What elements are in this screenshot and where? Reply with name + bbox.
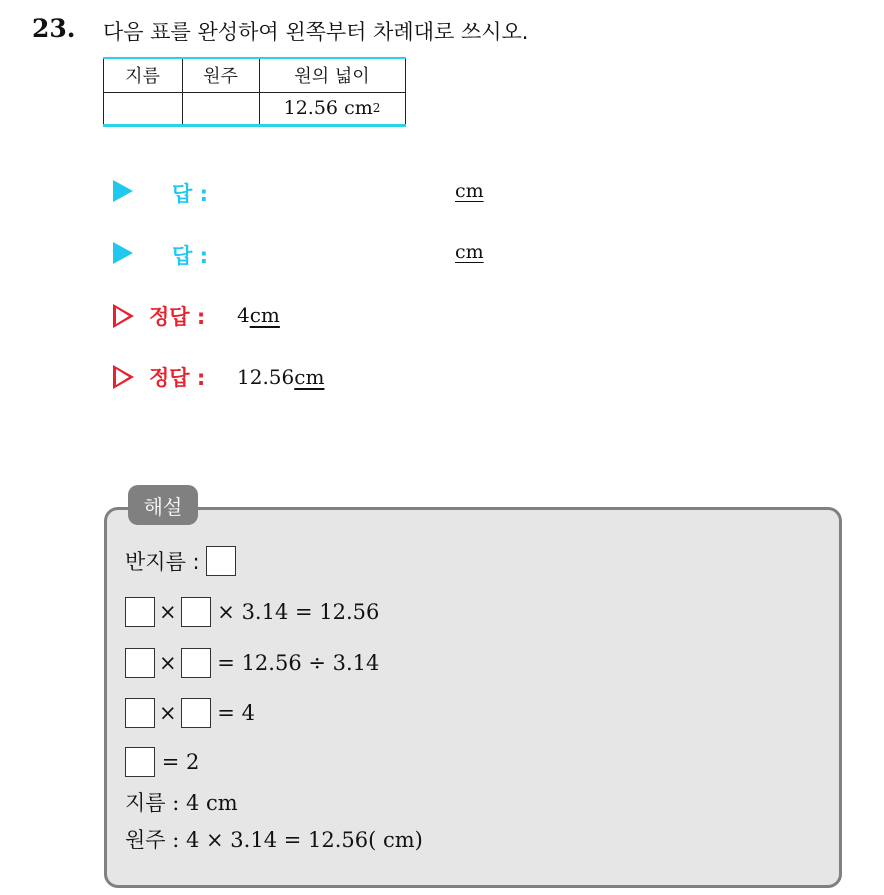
table-cell-area <box>259 93 405 123</box>
circumference-text: 원주 : 4 × 3.14 = 12.56( cm) <box>125 828 423 852</box>
table-header-area: 원의 넓이 <box>294 66 370 87</box>
answer-label: 답 : <box>172 244 208 268</box>
correct-answer-1 <box>237 303 280 327</box>
question-text: 다음 표를 완성하여 왼쪽부터 차례대로 쓰시오. <box>103 20 529 44</box>
table-header-circumference: 원주 <box>203 66 238 87</box>
blank-box <box>181 648 211 678</box>
equation-text: = 4 <box>217 701 255 725</box>
times-symbol: × <box>159 651 177 675</box>
table-cell-diameter[interactable] <box>103 93 182 123</box>
blank-box <box>206 546 236 576</box>
blank-box <box>125 648 155 678</box>
correct-arrow-icon <box>113 365 134 389</box>
explanation-line-radius <box>125 546 236 576</box>
area-unit: cm <box>344 97 373 119</box>
diameter-text: 지름 : 4 cm <box>125 791 238 815</box>
correct-unit: cm <box>249 303 280 327</box>
table-cell-circumference[interactable] <box>182 93 259 123</box>
answer-label: 답 : <box>172 182 208 206</box>
equation-text: × 3.14 = 12.56 <box>217 600 380 624</box>
correct-unit: cm <box>294 365 325 389</box>
correct-value: 4 <box>237 303 250 327</box>
blank-box <box>125 597 155 627</box>
radius-label: 반지름 : <box>125 550 200 574</box>
explanation-tag: 해설 <box>128 485 198 525</box>
answer-table <box>103 57 406 127</box>
answer-unit: cm <box>455 241 484 263</box>
times-symbol: × <box>159 701 177 725</box>
answer-arrow-icon <box>113 242 133 264</box>
correct-label: 정답 : <box>149 366 206 390</box>
explanation-line-5 <box>125 747 199 777</box>
explanation-line-3 <box>125 648 379 678</box>
blank-box <box>181 698 211 728</box>
explanation-circumference <box>125 824 423 854</box>
answer-input-1[interactable] <box>230 180 440 206</box>
answer-unit: cm <box>455 180 484 202</box>
explanation-line-2 <box>125 597 379 627</box>
correct-answer-2 <box>237 365 324 389</box>
equation-text: = 12.56 ÷ 3.14 <box>217 651 380 675</box>
explanation-line-4 <box>125 698 255 728</box>
table-border-right <box>405 59 406 124</box>
times-symbol: × <box>159 600 177 624</box>
blank-box <box>181 597 211 627</box>
correct-label: 정답 : <box>149 305 206 329</box>
answer-input-2[interactable] <box>230 242 440 268</box>
blank-box <box>125 698 155 728</box>
table-header-diameter: 지름 <box>125 66 160 87</box>
explanation-diameter <box>125 787 238 817</box>
correct-arrow-icon <box>113 304 134 328</box>
answer-arrow-icon <box>113 180 133 202</box>
correct-value: 12.56 <box>237 365 295 389</box>
question-number: 23. <box>32 14 76 43</box>
area-value: 12.56 <box>283 97 339 119</box>
table-top-rule <box>103 57 406 59</box>
blank-box <box>125 747 155 777</box>
area-exponent: 2 <box>372 101 381 115</box>
equation-text: = 2 <box>161 750 200 774</box>
table-bottom-rule <box>103 124 406 127</box>
